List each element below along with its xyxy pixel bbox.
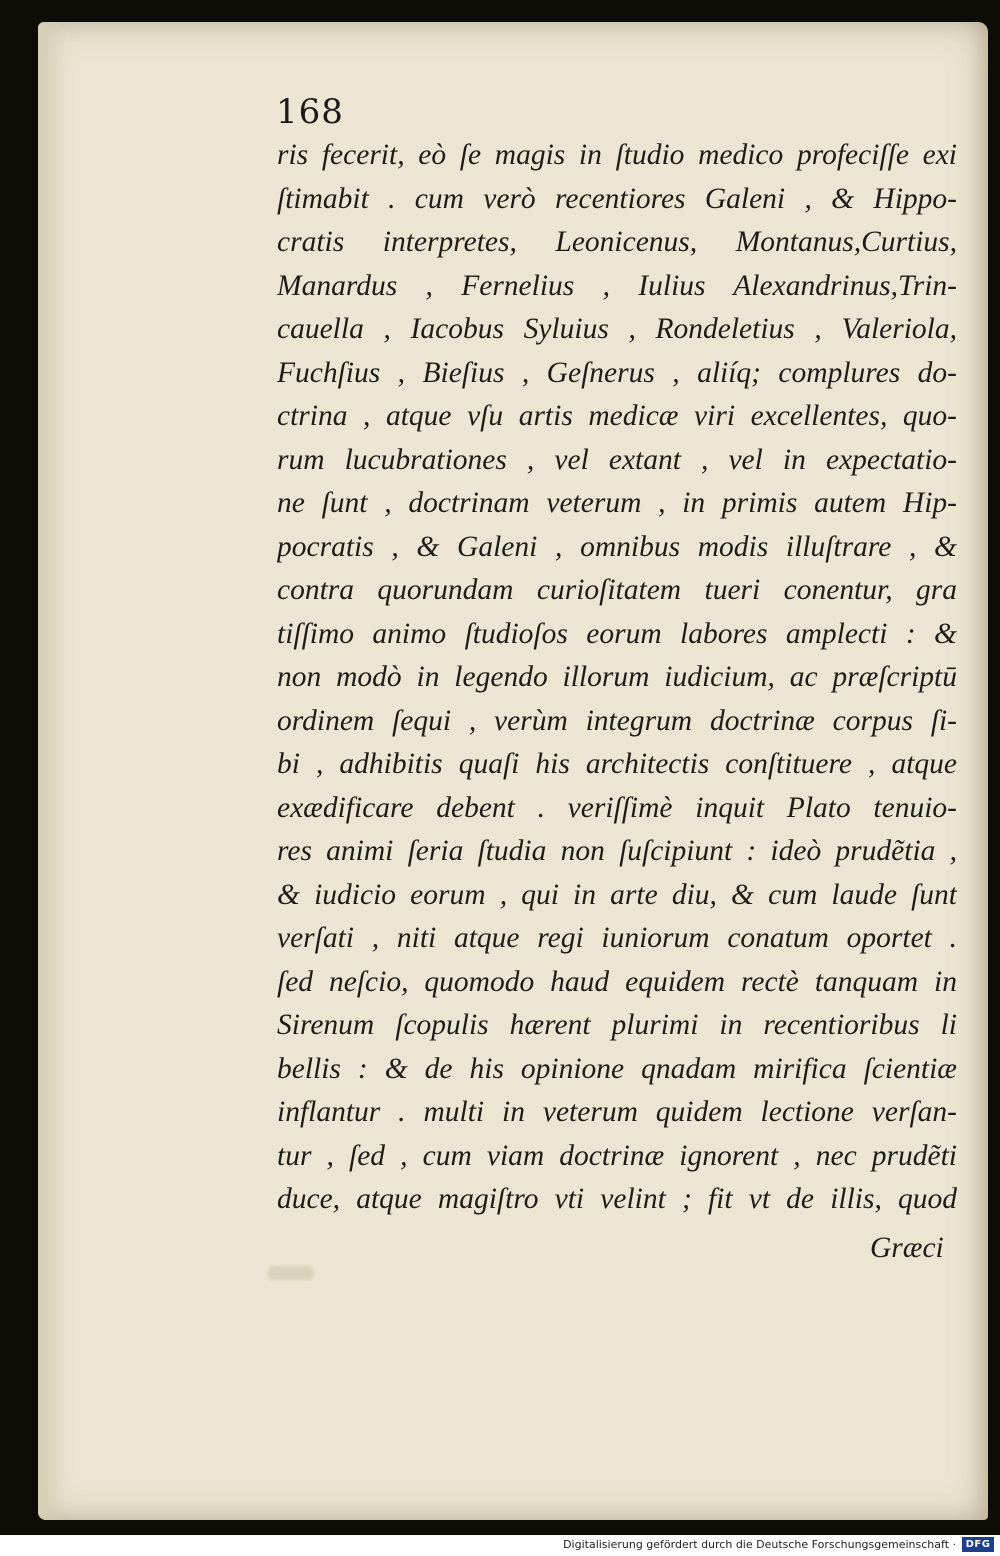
text-line: non modò in legendo illorum iudicium, ac præſcriptū	[277, 661, 957, 693]
digitization-credit: Digitalisierung gefördert durch die Deutsche Forschungsgemeinschaft ·	[563, 1538, 956, 1551]
dfg-logo: DFG	[962, 1537, 994, 1552]
text-line: bi , adhibitis quaſi his architectis conſtituere , atque	[277, 748, 957, 780]
text-line: cauella , Iacobus Syluius , Rondeletius , Valeriola,	[277, 313, 957, 345]
text-line: ſed neſcio, quomodo haud equidem rectè tanquam in	[277, 965, 957, 998]
text-line: ris fecerit, eò ſe magis in ſtudio medico profeciſſe exi	[277, 139, 957, 171]
text-line: verſati , niti atque regi iuniorum conatum oportet .	[277, 922, 957, 954]
text-line: res animi ſeria ſtudia non ſuſcipiunt : ideò prudẽtia ,	[277, 835, 957, 867]
text-line: ne ſunt , doctrinam veterum , in primis autem Hip-	[277, 487, 957, 519]
page-gutter-shadow	[38, 22, 66, 1520]
text-line: tur , ſed , cum viam doctrinæ ignorent , nec prudẽti	[277, 1139, 957, 1172]
text-line: Fuchſius , Bieſius , Geſnerus , aliíq; complures do-	[277, 356, 957, 389]
text-line: ſtimabit . cum verò recentiores Galeni , & Hippo-	[277, 182, 957, 215]
catchword: Græci	[870, 1232, 944, 1264]
text-line: Manardus , Fernelius , Iulius Alexandrinus,Trin-	[277, 269, 957, 302]
body-text	[277, 134, 957, 1222]
text-line: rum lucubrationes , vel extant , vel in expectatio-	[277, 443, 957, 476]
text-line: exædificare debent . veriſſimè inquit Plato tenuio-	[277, 791, 957, 824]
page-number: 168	[276, 92, 344, 132]
text-line: & iudicio eorum , qui in arte diu, & cum laude ſunt	[277, 878, 957, 911]
text-line: contra quorundam curioſitatem tueri conentur, gra	[277, 574, 957, 606]
text-line: bellis : & de his opinione qnadam mirifica ſcientiæ	[277, 1052, 957, 1085]
ink-smudge	[268, 1266, 314, 1280]
text-line: tiſſimo animo ſtudioſos eorum labores amplecti : &	[277, 617, 957, 650]
text-line: ordinem ſequi , verùm integrum doctrinæ corpus ſi-	[277, 704, 957, 737]
text-line: pocratis , & Galeni , omnibus modis illuſtrare , &	[277, 530, 957, 563]
text-line: Sirenum ſcopulis hærent plurimi in recentioribus li	[277, 1009, 957, 1041]
text-line: inflantur . multi in veterum quidem lectione verſan-	[277, 1096, 957, 1128]
text-line: duce, atque magiſtro vti velint ; fit vt de illis, quod	[277, 1183, 957, 1215]
text-line: ctrina , atque vſu artis medicæ viri excellentes, quo-	[277, 400, 957, 432]
text-line: cratis interpretes, Leonicenus, Montanus,Curtius,	[277, 226, 957, 258]
